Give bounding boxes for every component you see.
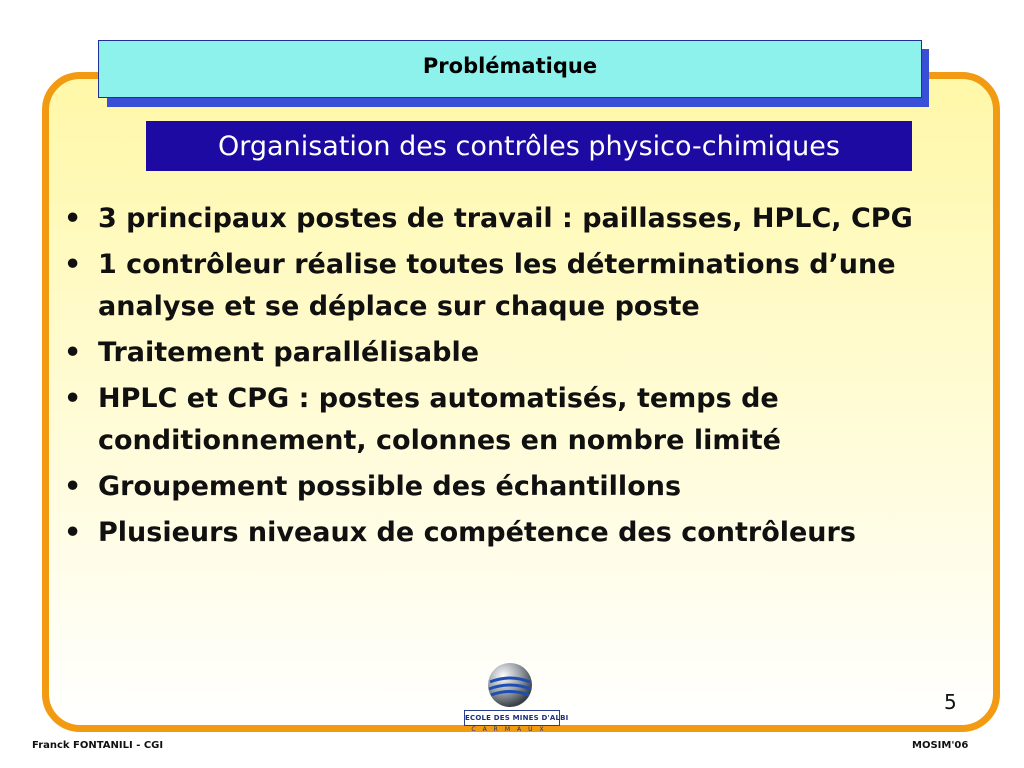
bullet-item <box>60 198 980 240</box>
bullet-dot-icon: • <box>64 471 82 502</box>
bullet-dot-icon: • <box>64 337 82 368</box>
bullet-text: Plusieurs niveaux de compétence des contrôleurs <box>98 517 856 548</box>
bullet-text: Traitement parallélisable <box>98 337 480 368</box>
slide-title: Problématique <box>422 54 598 78</box>
subtitle-banner <box>146 121 912 171</box>
bullet-text: 3 principaux postes de travail : paillasses, HPLC, CPG <box>98 203 913 234</box>
logo-subname: CARMAUX <box>471 726 551 733</box>
bullet-text: 1 contrôleur réalise toutes les déterminations d’une analyse et se déplace sur chaque poste <box>98 249 896 322</box>
school-logo <box>462 662 569 736</box>
bullet-dot-icon: • <box>64 383 82 414</box>
bullet-item <box>60 466 980 508</box>
bullet-item <box>60 512 980 554</box>
globe-logo-icon <box>487 662 533 708</box>
bullet-list <box>60 198 980 558</box>
bullet-item <box>60 244 980 328</box>
bullet-dot-icon: • <box>64 517 82 548</box>
bullet-item <box>60 332 980 374</box>
bullet-text: Groupement possible des échantillons <box>98 471 682 502</box>
footer-author: Franck FONTANILI - CGI <box>32 740 164 751</box>
bullet-text: HPLC et CPG : postes automatisés, temps de conditionnement, colonnes en nombre limité <box>98 383 781 456</box>
bullet-item <box>60 378 980 462</box>
page-number: 5 <box>944 690 957 714</box>
bullet-dot-icon: • <box>64 249 82 280</box>
bullet-dot-icon: • <box>64 203 82 234</box>
slide-subtitle: Organisation des contrôles physico-chimiques <box>218 130 840 162</box>
footer-event: MOSIM'06 <box>912 740 969 751</box>
title-bar <box>98 40 922 98</box>
logo-name: ECOLE DES MINES D'ALBI <box>464 710 560 726</box>
